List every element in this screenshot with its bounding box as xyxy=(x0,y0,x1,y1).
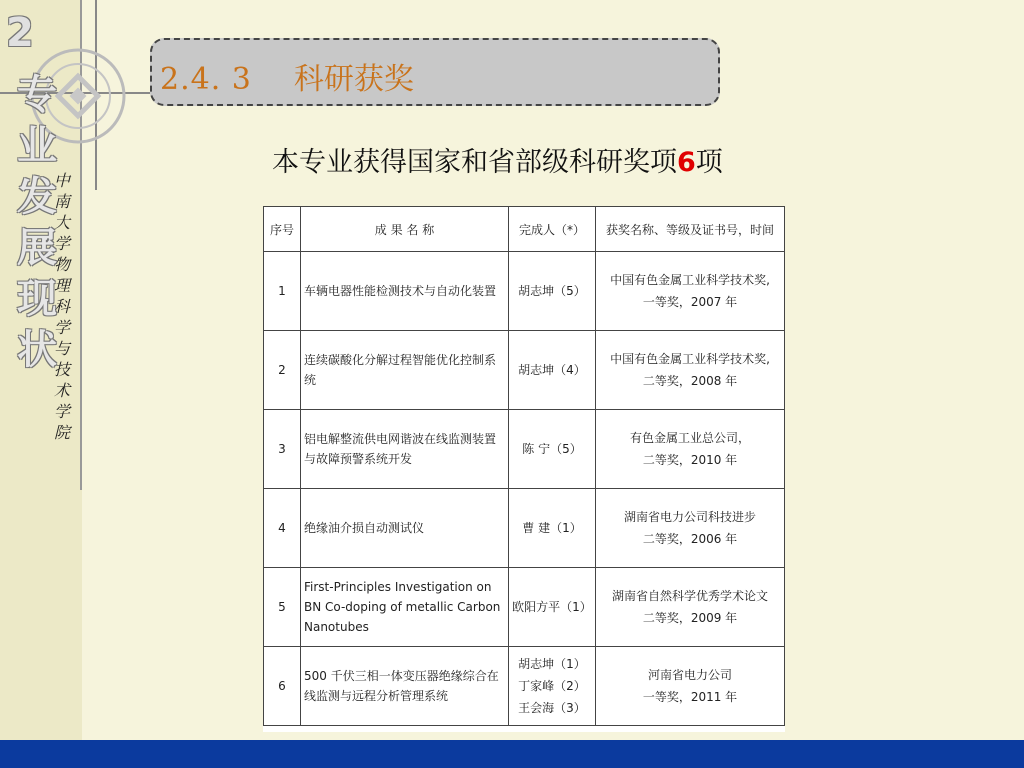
callig-char: 技 xyxy=(53,360,70,379)
table-row xyxy=(264,489,785,568)
vertical-title-char: 展 xyxy=(17,225,57,271)
table-row xyxy=(264,331,785,410)
row-award xyxy=(596,410,785,489)
award-line: 二等奖，2010 年 xyxy=(642,453,738,467)
callig-char: 理 xyxy=(53,276,70,295)
callig-char: 与 xyxy=(53,339,70,358)
row-award xyxy=(596,568,785,647)
callig-char: 学 xyxy=(53,402,70,421)
person-entry: 王会海（3） xyxy=(518,701,586,715)
row-award xyxy=(596,252,785,331)
row-no: 5 xyxy=(264,568,301,647)
school-name-calligraphy xyxy=(52,170,72,443)
row-person xyxy=(509,489,596,568)
table-row xyxy=(264,647,785,726)
callig-char: 学 xyxy=(53,318,70,337)
row-no: 2 xyxy=(264,331,301,410)
row-no: 4 xyxy=(264,489,301,568)
row-no: 3 xyxy=(264,410,301,489)
slide-subtitle xyxy=(272,140,723,179)
person-entry: 胡志坤（4） xyxy=(518,363,586,377)
table-row xyxy=(264,410,785,489)
person-entry: 胡志坤（1） xyxy=(518,657,586,671)
award-line: 一等奖，2007 年 xyxy=(642,295,738,309)
subtitle-text: 本专业获得国家和省部级科研奖项 xyxy=(272,147,677,178)
row-name: 500 千伏三相一体变压器绝缘综合在线监测与远程分析管理系统 xyxy=(301,647,509,726)
vertical-title-char: 状 xyxy=(17,327,57,373)
callig-char: 术 xyxy=(53,381,70,400)
award-count: 6 xyxy=(677,147,696,178)
award-line: 二等奖，2006 年 xyxy=(642,532,738,546)
row-no: 1 xyxy=(264,252,301,331)
header-name: 成 果 名 称 xyxy=(301,207,509,252)
awards-table xyxy=(263,206,785,726)
row-person xyxy=(509,331,596,410)
callig-char: 中 xyxy=(53,171,70,190)
header-award: 获奖名称、等级及证书号，时间 xyxy=(596,207,785,252)
callig-char: 南 xyxy=(53,192,70,211)
table-row xyxy=(264,252,785,331)
row-person xyxy=(509,568,596,647)
row-name: 连续碳酸化分解过程智能优化控制系统 xyxy=(301,331,509,410)
row-no: 6 xyxy=(264,647,301,726)
row-name: 铝电解整流供电网谐波在线监测装置与故障预警系统开发 xyxy=(301,410,509,489)
award-line: 二等奖，2008 年 xyxy=(642,374,738,388)
award-line: 河南省电力公司 xyxy=(647,668,732,682)
vertical-title-char: 专 xyxy=(17,72,57,118)
person-entry: 陈 宁（5） xyxy=(522,442,582,456)
row-award xyxy=(596,489,785,568)
table-row xyxy=(264,568,785,647)
awards-table-container xyxy=(263,206,785,732)
callig-char: 院 xyxy=(53,423,70,442)
callig-char: 物 xyxy=(53,255,70,274)
header-person: 完成人（*） xyxy=(509,207,596,252)
section-title-label: 科研获奖 xyxy=(293,62,414,97)
vertical-title-char: 现 xyxy=(17,276,57,322)
callig-char: 学 xyxy=(53,234,70,253)
person-entry: 曹 建（1） xyxy=(522,521,582,535)
footer-bar xyxy=(0,740,1024,768)
section-number-badge: 2 xyxy=(6,10,34,56)
table-header-row xyxy=(264,207,785,252)
header-no: 序号 xyxy=(264,207,301,252)
row-award xyxy=(596,647,785,726)
person-entry: 丁家峰（2） xyxy=(518,679,586,693)
vertical-title-char: 发 xyxy=(17,174,57,220)
award-line: 中国有色金属工业科学技术奖, xyxy=(610,352,770,366)
row-award xyxy=(596,331,785,410)
vertical-title-char: 业 xyxy=(17,123,57,169)
award-line: 湖南省自然科学优秀学术论文 xyxy=(611,589,768,603)
award-line: 二等奖，2009 年 xyxy=(642,611,738,625)
subtitle-suffix: 项 xyxy=(695,147,723,178)
row-name: 绝缘油介损自动测试仪 xyxy=(301,489,509,568)
callig-char: 大 xyxy=(53,213,70,232)
row-person xyxy=(509,647,596,726)
section-number: 2.4. 3 xyxy=(160,62,252,97)
section-title xyxy=(160,54,414,98)
row-name: First-Principles Investigation on BN Co-doping of metallic Carbon Nanotubes xyxy=(301,568,509,647)
row-person xyxy=(509,410,596,489)
row-person xyxy=(509,252,596,331)
award-line: 有色金属工业总公司， xyxy=(629,431,750,445)
award-line: 湖南省电力公司科技进步 xyxy=(623,510,756,524)
row-name: 车辆电器性能检测技术与自动化装置 xyxy=(301,252,509,331)
callig-char: 科 xyxy=(53,297,70,316)
award-line: 一等奖，2011 年 xyxy=(642,690,738,704)
award-line: 中国有色金属工业科学技术奖, xyxy=(610,273,770,287)
person-entry: 欧阳方平（1） xyxy=(512,600,592,614)
person-entry: 胡志坤（5） xyxy=(518,284,586,298)
